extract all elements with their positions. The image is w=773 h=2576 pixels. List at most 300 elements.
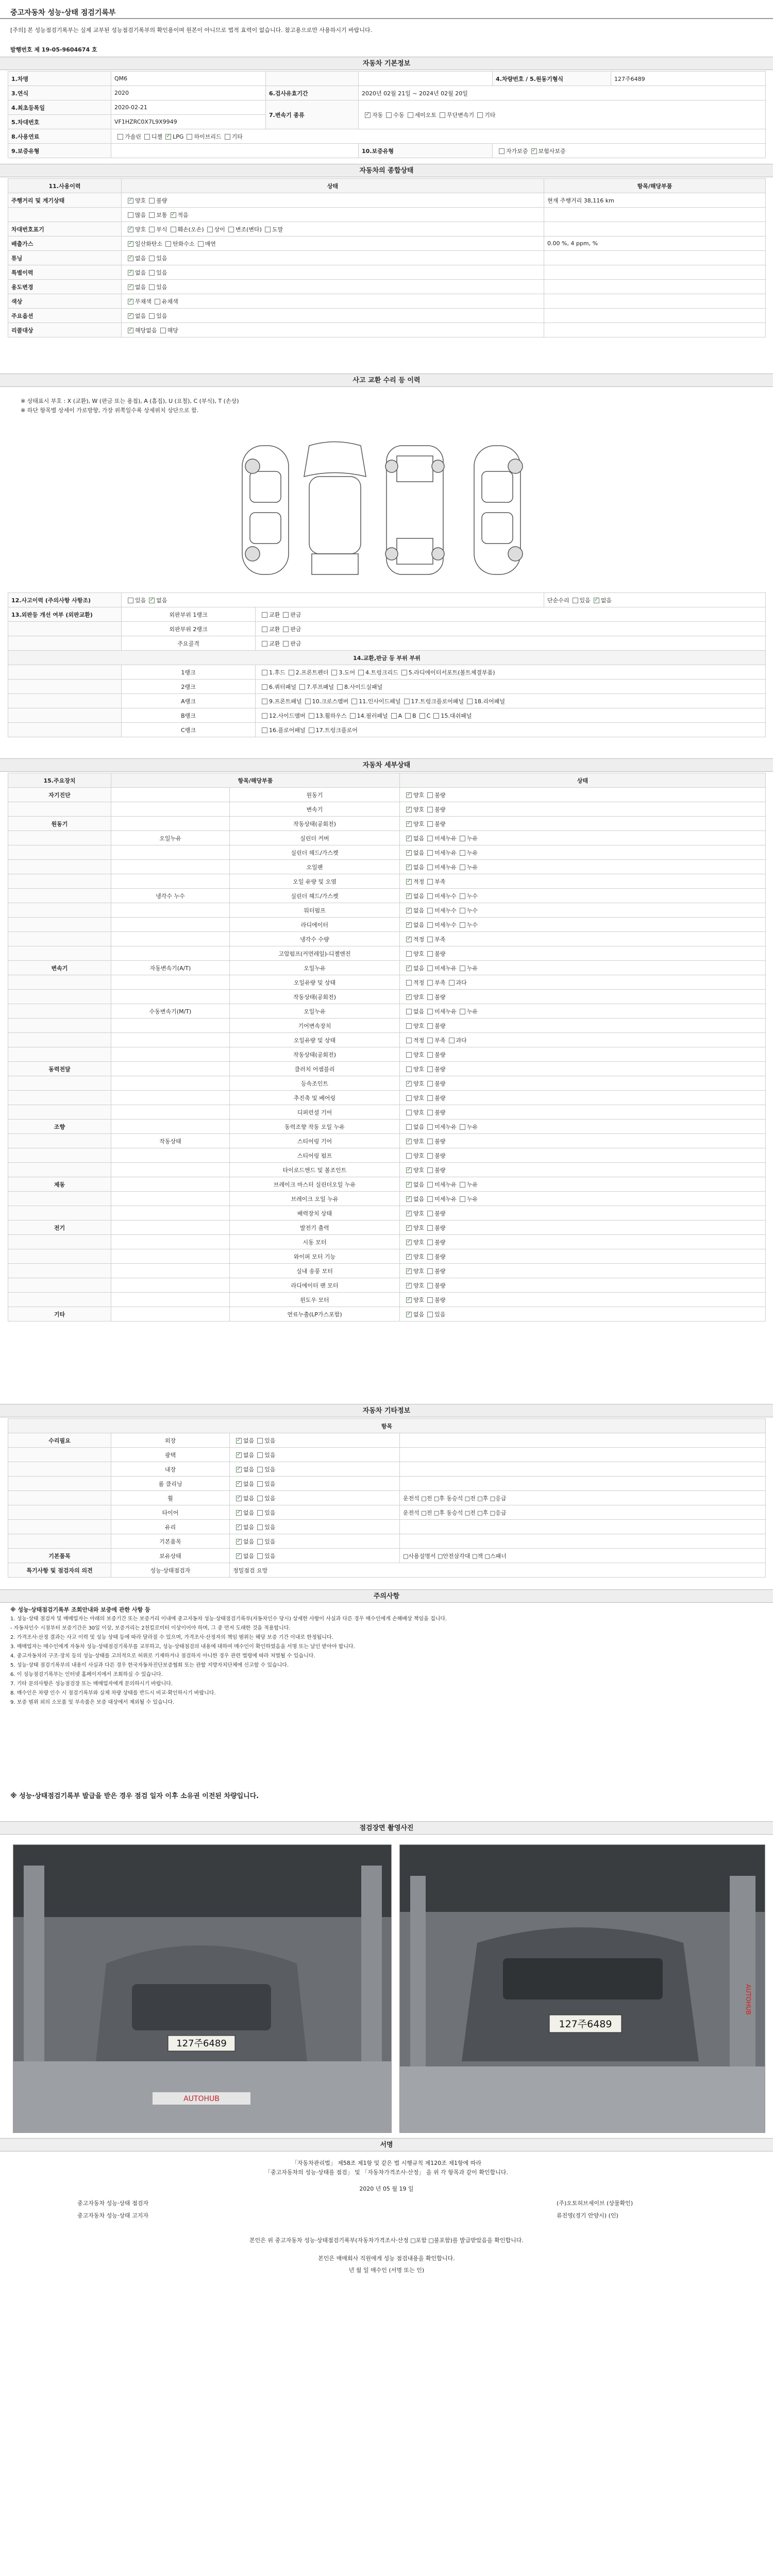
- checkbox[interactable]: [283, 612, 289, 618]
- checkbox[interactable]: [236, 1438, 242, 1444]
- item-options[interactable]: [230, 1549, 400, 1563]
- checkbox[interactable]: [406, 1312, 412, 1317]
- checkbox[interactable]: [236, 1467, 242, 1472]
- checkbox[interactable]: [406, 908, 412, 913]
- table-row: [8, 1206, 766, 1221]
- option-label: 양호: [413, 993, 425, 1001]
- checkbox[interactable]: [427, 821, 433, 827]
- checkbox[interactable]: [262, 684, 267, 690]
- checkbox[interactable]: [262, 612, 267, 618]
- state-options[interactable]: [400, 889, 766, 903]
- item-extra: [400, 1462, 766, 1477]
- summary-options[interactable]: [122, 208, 544, 222]
- option-label: 누유: [466, 964, 478, 972]
- option-label: 판금: [290, 611, 301, 618]
- item-options[interactable]: [230, 1477, 400, 1491]
- checkbox[interactable]: [128, 227, 133, 232]
- summary-options[interactable]: [122, 309, 544, 323]
- checkbox[interactable]: [427, 1312, 433, 1317]
- checkbox[interactable]: [198, 241, 204, 247]
- checkbox[interactable]: [305, 699, 311, 704]
- state-options[interactable]: [400, 1221, 766, 1235]
- part-label: 윈도우 모터: [230, 1293, 400, 1307]
- checkbox[interactable]: [236, 1539, 242, 1545]
- checkbox[interactable]: [427, 893, 433, 899]
- summary-options[interactable]: [122, 280, 544, 294]
- checkbox[interactable]: [406, 1124, 412, 1130]
- checkbox[interactable]: [160, 328, 166, 333]
- seller-name: 류진영(경기 안양시) (인): [557, 2212, 618, 2219]
- state-options[interactable]: [400, 874, 766, 889]
- checkbox[interactable]: [427, 1124, 433, 1130]
- checkbox[interactable]: [257, 1438, 263, 1444]
- table-row: [8, 1549, 766, 1563]
- checkbox[interactable]: [128, 270, 133, 276]
- checkbox[interactable]: [427, 1196, 433, 1202]
- checkbox[interactable]: [283, 626, 289, 632]
- state-options[interactable]: [400, 903, 766, 918]
- checkbox[interactable]: [149, 212, 155, 218]
- notice: [주의] 본 성능점검기록부는 실제 교부된 성능점검기록부의 확인용이며 원본이 아니므로 법적 효력이 없습니다. 참고용으로만 사용하시기 바랍니다.: [10, 27, 373, 33]
- checkbox[interactable]: [460, 1196, 465, 1202]
- state-options[interactable]: [400, 802, 766, 817]
- parts-options[interactable]: [256, 708, 766, 723]
- checkbox[interactable]: [207, 227, 213, 232]
- checkbox[interactable]: [128, 212, 133, 218]
- state-options[interactable]: [400, 1091, 766, 1105]
- checkbox[interactable]: [460, 1182, 465, 1188]
- checkbox[interactable]: [257, 1452, 263, 1458]
- checkbox[interactable]: [406, 1139, 412, 1144]
- checkbox[interactable]: [331, 670, 337, 675]
- state-options[interactable]: [400, 1293, 766, 1307]
- checkbox[interactable]: [449, 1038, 455, 1043]
- checkbox[interactable]: [427, 1182, 433, 1188]
- checkbox[interactable]: [406, 807, 412, 812]
- checkbox[interactable]: [236, 1496, 242, 1501]
- state-options[interactable]: [400, 961, 766, 975]
- state-options[interactable]: [400, 817, 766, 831]
- option-label: 없음: [413, 1195, 425, 1202]
- system-label: [8, 1134, 111, 1148]
- checkbox[interactable]: [406, 1038, 412, 1043]
- checkbox[interactable]: [128, 241, 133, 247]
- checkbox[interactable]: [460, 1009, 465, 1014]
- checkbox[interactable]: [262, 626, 267, 632]
- checkbox[interactable]: [406, 1095, 412, 1101]
- system-label: [8, 874, 111, 889]
- parts-options[interactable]: [256, 723, 766, 737]
- checkbox[interactable]: [406, 1211, 412, 1216]
- checkbox[interactable]: [128, 313, 133, 319]
- state-options[interactable]: [400, 831, 766, 845]
- option-label: 없음: [243, 1509, 255, 1516]
- table-row: [8, 1477, 766, 1491]
- checkbox[interactable]: [433, 713, 439, 719]
- checkbox[interactable]: [171, 227, 176, 232]
- checkbox[interactable]: [427, 1110, 433, 1115]
- checkbox[interactable]: [289, 670, 294, 675]
- summary-options[interactable]: [122, 265, 544, 280]
- checkbox[interactable]: [299, 684, 305, 690]
- summary-options[interactable]: [122, 222, 544, 236]
- option-label: 양호: [413, 1166, 425, 1174]
- subsystem-label: [111, 990, 230, 1004]
- state-options[interactable]: [400, 1076, 766, 1091]
- checkbox[interactable]: [265, 227, 271, 232]
- checkbox[interactable]: [427, 792, 433, 798]
- state-options[interactable]: [400, 1278, 766, 1293]
- table-row: [8, 903, 766, 918]
- checkbox[interactable]: [262, 641, 267, 647]
- checkbox[interactable]: [406, 1110, 412, 1115]
- state-options[interactable]: [400, 1249, 766, 1264]
- checkbox[interactable]: [228, 227, 234, 232]
- checkbox[interactable]: [406, 965, 412, 971]
- checkbox[interactable]: [460, 836, 465, 841]
- checkbox[interactable]: [406, 1268, 412, 1274]
- checkbox[interactable]: [128, 299, 133, 304]
- checkbox[interactable]: [427, 1052, 433, 1058]
- checkbox[interactable]: [427, 937, 433, 942]
- checkbox[interactable]: [427, 951, 433, 957]
- item-options[interactable]: [230, 1448, 400, 1462]
- state-options[interactable]: [400, 975, 766, 990]
- checkbox[interactable]: [427, 850, 433, 856]
- checkbox[interactable]: [406, 1240, 412, 1245]
- checkbox[interactable]: [419, 713, 425, 719]
- subsystem-label: [111, 1278, 230, 1293]
- checkbox[interactable]: [427, 965, 433, 971]
- gearbox-options[interactable]: ✓ 자동 수동 세미오토 무단변속기 기타: [359, 100, 766, 129]
- checkbox[interactable]: [406, 922, 412, 928]
- checkbox[interactable]: [128, 256, 133, 261]
- option-label: 양호: [413, 1065, 425, 1073]
- checkbox[interactable]: [165, 241, 171, 247]
- checkbox[interactable]: [236, 1452, 242, 1458]
- checkbox[interactable]: [460, 850, 465, 856]
- checkbox[interactable]: [406, 1196, 412, 1202]
- checkbox[interactable]: [283, 641, 289, 647]
- state-options[interactable]: [400, 788, 766, 802]
- option-label: 일산화탄소: [135, 240, 163, 247]
- checkbox[interactable]: [427, 922, 433, 928]
- option-label: 없음: [413, 849, 425, 856]
- checkbox[interactable]: [257, 1467, 263, 1472]
- checkbox[interactable]: [406, 1283, 412, 1289]
- state-options[interactable]: [400, 1163, 766, 1177]
- state-options[interactable]: [400, 845, 766, 860]
- checkbox[interactable]: [257, 1496, 263, 1501]
- checkbox[interactable]: [257, 1553, 263, 1559]
- checkbox[interactable]: [427, 1139, 433, 1144]
- state-options[interactable]: [400, 1264, 766, 1278]
- checkbox[interactable]: [427, 1095, 433, 1101]
- checkbox[interactable]: [427, 1009, 433, 1014]
- checkbox[interactable]: [406, 994, 412, 1000]
- checkbox[interactable]: [427, 1297, 433, 1303]
- state-options[interactable]: [400, 1235, 766, 1249]
- checkbox[interactable]: [406, 836, 412, 841]
- table-row: [8, 193, 766, 208]
- checkbox[interactable]: [427, 908, 433, 913]
- checkbox[interactable]: [406, 792, 412, 798]
- state-options[interactable]: [400, 1192, 766, 1206]
- checkbox[interactable]: [350, 713, 356, 719]
- checkbox[interactable]: [406, 1254, 412, 1260]
- checkbox[interactable]: [406, 1182, 412, 1188]
- checkbox[interactable]: [128, 198, 133, 204]
- accident-options[interactable]: [122, 593, 544, 607]
- checkbox[interactable]: [427, 879, 433, 885]
- checkbox[interactable]: [309, 727, 314, 733]
- state-options[interactable]: [400, 1134, 766, 1148]
- checkbox[interactable]: [460, 865, 465, 870]
- checkbox[interactable]: [257, 1524, 263, 1530]
- checkbox[interactable]: [427, 980, 433, 986]
- checkbox[interactable]: [406, 951, 412, 957]
- state-options[interactable]: [400, 1307, 766, 1321]
- subsystem-label: [111, 1221, 230, 1235]
- panel-options[interactable]: [256, 622, 766, 636]
- option-label: 탄화수소: [173, 240, 195, 247]
- state-options[interactable]: [400, 932, 766, 946]
- checkbox[interactable]: [406, 879, 412, 885]
- checkbox[interactable]: [427, 1240, 433, 1245]
- checkbox[interactable]: [427, 1153, 433, 1159]
- checkbox[interactable]: [427, 807, 433, 812]
- system-label: [8, 990, 111, 1004]
- checkbox[interactable]: [262, 713, 267, 719]
- col-header: 상태: [400, 773, 766, 788]
- checkbox[interactable]: [467, 699, 473, 704]
- state-options[interactable]: [400, 1062, 766, 1076]
- checkbox[interactable]: [427, 1038, 433, 1043]
- option-label: 불량: [434, 1152, 446, 1159]
- checkbox[interactable]: [406, 1081, 412, 1087]
- option-label: 양호: [413, 950, 425, 957]
- checkbox[interactable]: [128, 284, 133, 290]
- checkbox[interactable]: [149, 227, 155, 232]
- checkbox[interactable]: [337, 684, 343, 690]
- checkbox[interactable]: [149, 598, 155, 603]
- checkbox[interactable]: [460, 908, 465, 913]
- parts-options[interactable]: [256, 680, 766, 694]
- state-options[interactable]: [400, 1120, 766, 1134]
- checkbox[interactable]: [406, 865, 412, 870]
- category-label: [8, 1491, 111, 1505]
- option-label: 많음: [135, 211, 146, 218]
- summary-options[interactable]: [122, 294, 544, 309]
- state-options[interactable]: [400, 1206, 766, 1221]
- checkbox[interactable]: [427, 1167, 433, 1173]
- checkbox[interactable]: [427, 1225, 433, 1231]
- summary-label: 주요옵션: [8, 309, 122, 323]
- checkbox[interactable]: [257, 1510, 263, 1516]
- checkbox[interactable]: [236, 1510, 242, 1516]
- option-label: 누유: [466, 1195, 478, 1202]
- state-options[interactable]: [400, 1033, 766, 1047]
- checkbox[interactable]: [406, 1066, 412, 1072]
- summary-options[interactable]: [122, 323, 544, 337]
- table-row: [8, 665, 766, 680]
- item-extra: [400, 1477, 766, 1491]
- checkbox[interactable]: [427, 1023, 433, 1029]
- checkbox[interactable]: [460, 922, 465, 928]
- panel-rank: 외판부위 2랭크: [122, 622, 256, 636]
- checkbox[interactable]: [406, 1023, 412, 1029]
- state-options[interactable]: [400, 1004, 766, 1019]
- checkbox[interactable]: [406, 821, 412, 827]
- reg-date-label: 4.최초등록일: [8, 100, 111, 115]
- item-options[interactable]: [230, 1534, 400, 1549]
- checkbox[interactable]: [427, 994, 433, 1000]
- checkbox[interactable]: [257, 1539, 263, 1545]
- option-label: 없음: [413, 892, 425, 900]
- checkbox[interactable]: [406, 1009, 412, 1014]
- checkbox[interactable]: [460, 1124, 465, 1130]
- parts-options[interactable]: [256, 665, 766, 680]
- checkbox[interactable]: [149, 270, 155, 276]
- checkbox[interactable]: [406, 980, 412, 986]
- table-row: [8, 323, 766, 337]
- checkbox[interactable]: [236, 1481, 242, 1487]
- checkbox[interactable]: [427, 1081, 433, 1087]
- checkbox[interactable]: [128, 598, 133, 603]
- item-options[interactable]: [230, 1462, 400, 1477]
- checkbox[interactable]: [262, 727, 267, 733]
- option-label: 불량: [434, 820, 446, 827]
- option-label: 17.트렁크플로어: [315, 726, 358, 734]
- other-table: [8, 1418, 766, 1578]
- part-label: 브레이크 오일 누유: [230, 1192, 400, 1206]
- category-label: [8, 1477, 111, 1491]
- checkbox[interactable]: [149, 198, 155, 204]
- inspector-name: (주)오토허브세이브 (상물확인): [557, 2200, 633, 2207]
- checkbox[interactable]: [149, 313, 155, 319]
- state-options[interactable]: [400, 1047, 766, 1062]
- option-label: 미세누유: [434, 849, 457, 856]
- checkbox[interactable]: [406, 1153, 412, 1159]
- checkbox[interactable]: [427, 836, 433, 841]
- buyer-signature[interactable]: 년 월 일 매수인 (서명 또는 인): [348, 2267, 425, 2274]
- summary-options[interactable]: [122, 251, 544, 265]
- checkbox[interactable]: [309, 713, 314, 719]
- checkbox[interactable]: [427, 1283, 433, 1289]
- checkbox[interactable]: [149, 256, 155, 261]
- summary-options[interactable]: [122, 236, 544, 251]
- state-options[interactable]: [400, 860, 766, 874]
- checkbox[interactable]: [406, 1167, 412, 1173]
- option-label: 양호: [413, 1282, 425, 1289]
- system-label: [8, 1264, 111, 1278]
- checkbox[interactable]: [262, 699, 267, 704]
- item-options[interactable]: [230, 1433, 400, 1448]
- option-label: 없음: [413, 863, 425, 871]
- part-label: 오일 유량 및 오염: [230, 874, 400, 889]
- state-options[interactable]: [400, 1019, 766, 1033]
- checkbox[interactable]: [460, 893, 465, 899]
- checkbox[interactable]: [460, 965, 465, 971]
- state-options[interactable]: [400, 1105, 766, 1120]
- table-row: [8, 636, 766, 651]
- checkbox[interactable]: [391, 713, 397, 719]
- parts-options[interactable]: [256, 694, 766, 708]
- table-row: [8, 222, 766, 236]
- fuel-options[interactable]: 가솔린 디젤✓ LPG 하이브리드 기타: [111, 129, 766, 144]
- checkbox[interactable]: [406, 850, 412, 856]
- checkbox[interactable]: [236, 1524, 242, 1530]
- checkbox[interactable]: [236, 1553, 242, 1559]
- checkbox[interactable]: [128, 328, 133, 333]
- part-label: 오일유량 및 상태: [230, 1033, 400, 1047]
- checkbox[interactable]: [406, 1052, 412, 1058]
- option-label: 불량: [434, 1022, 446, 1029]
- table-row: [8, 1163, 766, 1177]
- section-detail: 자동차 세부상태: [0, 758, 773, 772]
- checkbox[interactable]: [405, 713, 411, 719]
- warranty-options[interactable]: 자가보증✓ 보험사보증: [493, 144, 766, 158]
- checkbox[interactable]: [427, 1268, 433, 1274]
- repair-options[interactable]: 단순수리 있음✓ 없음: [544, 593, 766, 607]
- state-options[interactable]: [400, 990, 766, 1004]
- checkbox[interactable]: [427, 1211, 433, 1216]
- subsystem-label: [111, 1062, 230, 1076]
- option-label: 15.대쉬패널: [441, 712, 472, 719]
- checkbox[interactable]: [427, 1066, 433, 1072]
- checkbox[interactable]: [594, 598, 599, 603]
- checkbox[interactable]: [427, 1254, 433, 1260]
- option-label: 1.후드: [269, 669, 285, 676]
- checkbox[interactable]: [427, 865, 433, 870]
- checkbox[interactable]: [406, 1225, 412, 1231]
- checkbox[interactable]: [406, 1297, 412, 1303]
- subsystem-label: [111, 1264, 230, 1278]
- item-options[interactable]: [230, 1505, 400, 1520]
- item-options[interactable]: [230, 1520, 400, 1534]
- checkbox[interactable]: [149, 284, 155, 290]
- car-bottom: [385, 446, 444, 574]
- checkbox[interactable]: [404, 699, 410, 704]
- checkbox[interactable]: [358, 670, 364, 675]
- checkbox[interactable]: [257, 1481, 263, 1487]
- item-options[interactable]: [230, 1491, 400, 1505]
- checkbox[interactable]: [155, 299, 160, 304]
- option-label: 없음: [413, 921, 425, 928]
- system-label: [8, 889, 111, 903]
- checkbox[interactable]: [573, 598, 578, 603]
- checkbox[interactable]: [406, 893, 412, 899]
- state-options[interactable]: [400, 1177, 766, 1192]
- option-label: 상이: [214, 226, 225, 233]
- state-options[interactable]: [400, 918, 766, 932]
- system-label: [8, 1091, 111, 1105]
- checkbox[interactable]: [171, 212, 176, 218]
- summary-options[interactable]: [122, 193, 544, 208]
- checkbox[interactable]: [449, 980, 455, 986]
- checkbox[interactable]: [351, 699, 357, 704]
- option-label: 없음: [413, 1123, 425, 1130]
- state-options[interactable]: [400, 1148, 766, 1163]
- item-extra: 운전석 □전 □후 동승석 □전 □후 □응급: [400, 1491, 766, 1505]
- panel-options[interactable]: [256, 636, 766, 651]
- panel-options[interactable]: [256, 607, 766, 622]
- checkbox[interactable]: [406, 937, 412, 942]
- checkbox[interactable]: [401, 670, 407, 675]
- part-label: 타이로드엔드 및 볼조인트: [230, 1163, 400, 1177]
- state-options[interactable]: [400, 946, 766, 961]
- checkbox[interactable]: [262, 670, 267, 675]
